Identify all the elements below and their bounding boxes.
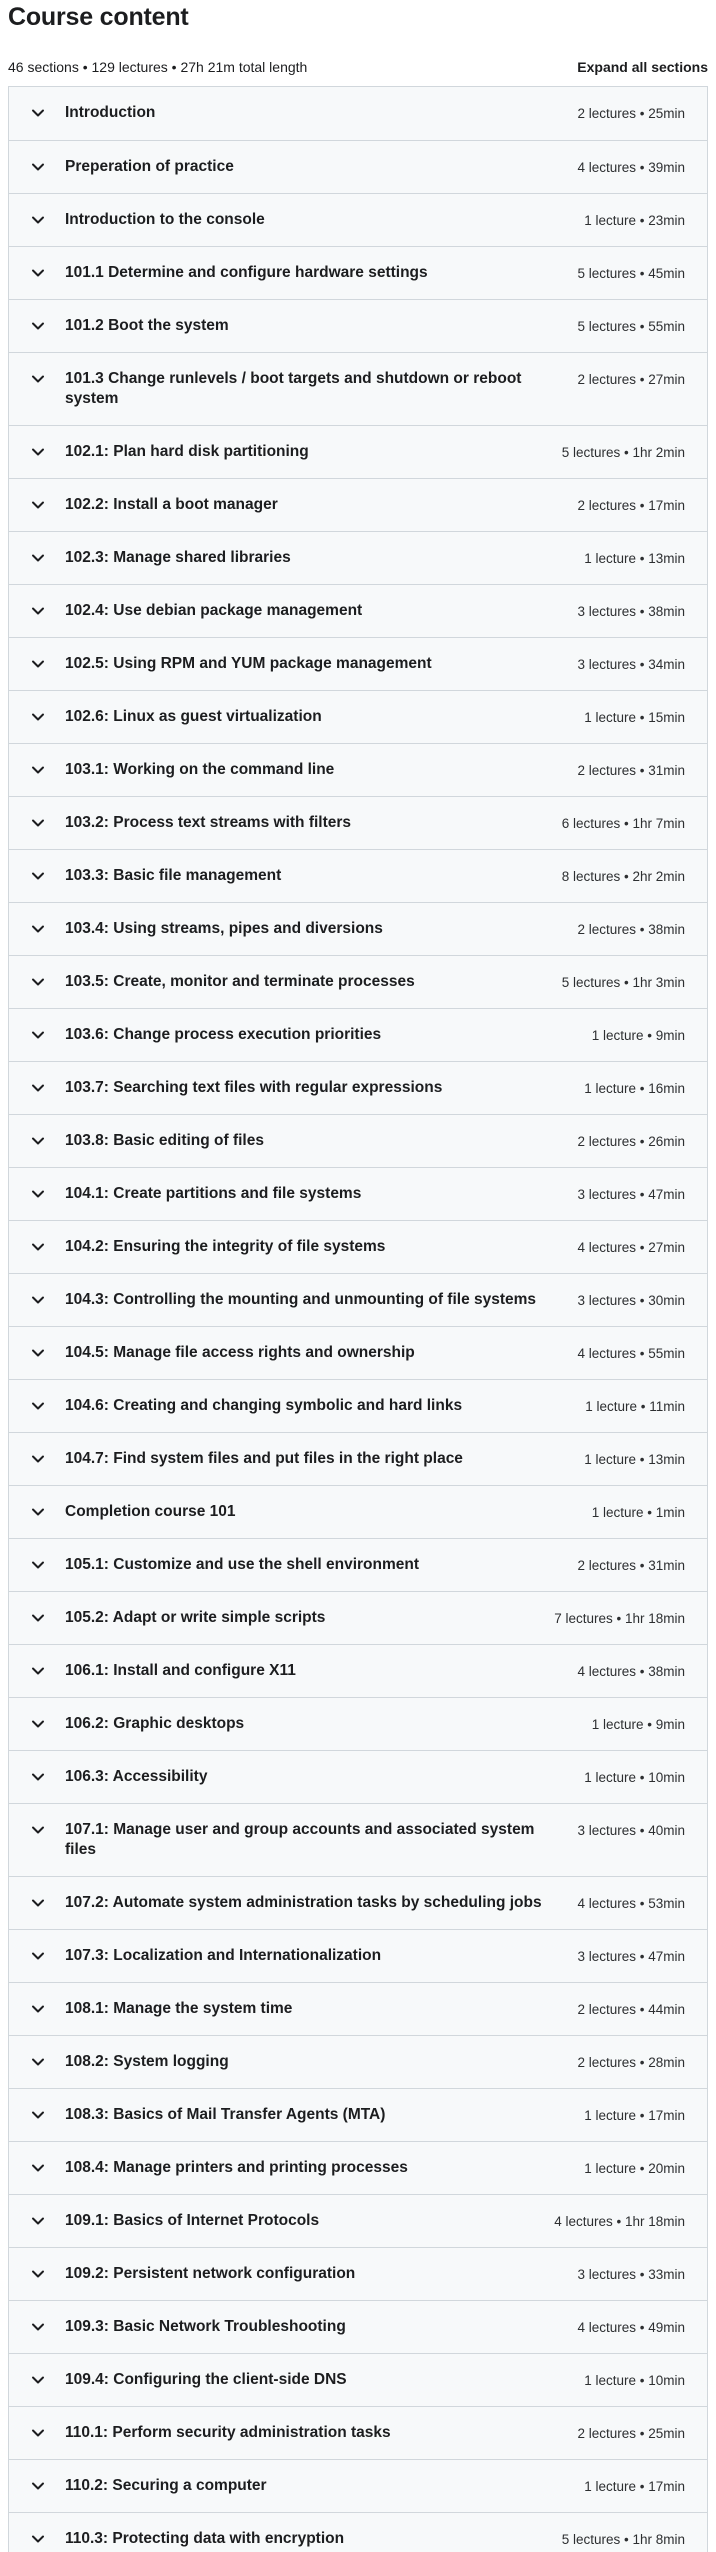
section-meta: 3 lectures • 33min [577, 2267, 685, 2282]
section-header[interactable] [9, 246, 707, 299]
chevron-down-icon [29, 1715, 47, 1733]
chevron-down-icon [29, 1450, 47, 1468]
section-title: Completion course 101 [65, 1503, 236, 1520]
chevron-down-icon [29, 158, 47, 176]
section-header[interactable] [9, 1876, 707, 1929]
section-header[interactable] [9, 2247, 707, 2300]
section-title: 103.5: Create, monitor and terminate processes [65, 973, 415, 990]
section-meta: 6 lectures • 1hr 7min [561, 816, 685, 831]
section-header[interactable] [9, 2088, 707, 2141]
section-header[interactable] [9, 1538, 707, 1591]
section-header[interactable] [9, 1982, 707, 2035]
section-header[interactable] [9, 87, 707, 140]
section-header[interactable] [9, 1220, 707, 1273]
chevron-down-icon [29, 317, 47, 335]
section-title: 104.2: Ensuring the integrity of file systems [65, 1238, 386, 1255]
section-meta: 2 lectures • 44min [577, 2002, 685, 2017]
chevron-down-icon [29, 1503, 47, 1521]
section-header[interactable] [9, 1326, 707, 1379]
section-header[interactable] [9, 637, 707, 690]
section-header[interactable] [9, 1114, 707, 1167]
section-header[interactable] [9, 955, 707, 1008]
section-list [8, 86, 708, 2552]
section-title: 104.1: Create partitions and file systems [65, 1185, 362, 1202]
section-header[interactable] [9, 1379, 707, 1432]
section-meta: 2 lectures • 38min [577, 922, 685, 937]
section-title: 103.7: Searching text files with regular expressions [65, 1079, 443, 1096]
chevron-down-icon [29, 2212, 47, 2230]
section-title: 102.1: Plan hard disk partitioning [65, 443, 309, 460]
chevron-down-icon [29, 2000, 47, 2018]
section-meta: 2 lectures • 28min [577, 2055, 685, 2070]
section-meta: 1 lecture • 23min [584, 213, 685, 228]
chevron-down-icon [29, 1947, 47, 1965]
section-header[interactable] [9, 584, 707, 637]
chevron-down-icon [29, 1821, 47, 1839]
section-header[interactable] [9, 2300, 707, 2353]
chevron-down-icon [29, 1185, 47, 1203]
section-meta: 2 lectures • 26min [577, 1134, 685, 1149]
chevron-down-icon [29, 2530, 47, 2548]
section-title: 109.3: Basic Network Troubleshooting [65, 2318, 346, 2335]
section-meta: 1 lecture • 20min [584, 2161, 685, 2176]
section-header[interactable] [9, 1697, 707, 1750]
section-header[interactable] [9, 531, 707, 584]
course-summary: 46 sections • 129 lectures • 27h 21m total length [8, 59, 308, 75]
chevron-down-icon [29, 549, 47, 567]
section-header[interactable] [9, 2035, 707, 2088]
section-title: 108.2: System logging [65, 2053, 229, 2070]
chevron-down-icon [29, 264, 47, 282]
section-header[interactable] [9, 1644, 707, 1697]
section-title: 101.3 Change runlevels / boot targets and shutdown or reboot system [65, 370, 522, 407]
chevron-down-icon [29, 1556, 47, 1574]
section-title: 102.4: Use debian package management [65, 602, 363, 619]
section-meta: 4 lectures • 49min [577, 2320, 685, 2335]
section-title: 103.3: Basic file management [65, 867, 282, 884]
section-title: 104.7: Find system files and put files in the right place [65, 1450, 463, 1467]
section-header[interactable] [9, 1750, 707, 1803]
chevron-down-icon [29, 1609, 47, 1627]
section-meta: 1 lecture • 13min [584, 551, 685, 566]
chevron-down-icon [29, 1397, 47, 1415]
chevron-down-icon [29, 708, 47, 726]
section-title: 106.2: Graphic desktops [65, 1715, 245, 1732]
section-header[interactable] [9, 1485, 707, 1538]
section-header[interactable] [9, 1929, 707, 1982]
section-header[interactable] [9, 1008, 707, 1061]
section-meta: 1 lecture • 9min [591, 1028, 685, 1043]
section-meta: 3 lectures • 47min [577, 1949, 685, 1964]
section-title: 110.1: Perform security administration tasks [65, 2424, 391, 2441]
section-title: 102.5: Using RPM and YUM package management [65, 655, 432, 672]
expand-all-button[interactable]: Expand all sections [577, 59, 708, 75]
section-meta: 5 lectures • 1hr 2min [561, 445, 685, 460]
chevron-down-icon [29, 2265, 47, 2283]
section-header[interactable] [9, 1061, 707, 1114]
section-title: 105.1: Customize and use the shell environment [65, 1556, 420, 1573]
section-meta: 1 lecture • 1min [591, 1505, 685, 1520]
chevron-down-icon [29, 2053, 47, 2071]
section-header[interactable] [9, 849, 707, 902]
section-meta: 4 lectures • 1hr 18min [554, 2214, 685, 2229]
chevron-down-icon [29, 370, 47, 388]
chevron-down-icon [29, 602, 47, 620]
section-meta: 2 lectures • 31min [577, 763, 685, 778]
section-header[interactable] [9, 1432, 707, 1485]
section-meta: 1 lecture • 10min [584, 1770, 685, 1785]
section-title: 106.3: Accessibility [65, 1768, 208, 1785]
section-meta: 2 lectures • 17min [577, 498, 685, 513]
section-header[interactable] [9, 425, 707, 478]
chevron-down-icon [29, 1344, 47, 1362]
section-meta: 3 lectures • 38min [577, 604, 685, 619]
section-meta: 3 lectures • 47min [577, 1187, 685, 1202]
section-meta: 4 lectures • 53min [577, 1896, 685, 1911]
chevron-down-icon [29, 2318, 47, 2336]
section-meta: 1 lecture • 10min [584, 2373, 685, 2388]
section-title: 103.1: Working on the command line [65, 761, 335, 778]
section-title: 105.2: Adapt or write simple scripts [65, 1609, 326, 1626]
chevron-down-icon [29, 1079, 47, 1097]
section-meta: 4 lectures • 39min [577, 160, 685, 175]
section-meta: 1 lecture • 9min [591, 1717, 685, 1732]
chevron-down-icon [29, 2371, 47, 2389]
section-header[interactable] [9, 690, 707, 743]
chevron-down-icon [29, 104, 47, 122]
section-title: 104.6: Creating and changing symbolic and hard links [65, 1397, 463, 1414]
chevron-down-icon [29, 2477, 47, 2495]
page-title: Course content [8, 3, 189, 31]
chevron-down-icon [29, 655, 47, 673]
section-header[interactable] [9, 1273, 707, 1326]
chevron-down-icon [29, 1894, 47, 1912]
section-meta: 3 lectures • 40min [577, 1823, 685, 1838]
section-title: 102.6: Linux as guest virtualization [65, 708, 322, 725]
section-title: 104.5: Manage file access rights and ownership [65, 1344, 415, 1361]
section-meta: 4 lectures • 55min [577, 1346, 685, 1361]
section-header[interactable] [9, 2194, 707, 2247]
section-meta: 2 lectures • 27min [577, 372, 685, 387]
section-header[interactable] [9, 2459, 707, 2512]
chevron-down-icon [29, 2106, 47, 2124]
section-title: 103.6: Change process execution priorities [65, 1026, 382, 1043]
chevron-down-icon [29, 2159, 47, 2177]
section-title: 108.3: Basics of Mail Transfer Agents (MTA) [65, 2106, 386, 2123]
chevron-down-icon [29, 1238, 47, 1256]
section-title: 104.3: Controlling the mounting and unmounting of file systems [65, 1291, 537, 1308]
section-meta: 3 lectures • 34min [577, 657, 685, 672]
section-header[interactable] [9, 1167, 707, 1220]
section-title: 107.1: Manage user and group accounts and associated system files [65, 1821, 535, 1858]
section-meta: 1 lecture • 13min [584, 1452, 685, 1467]
chevron-down-icon [29, 2424, 47, 2442]
chevron-down-icon [29, 867, 47, 885]
chevron-down-icon [29, 211, 47, 229]
chevron-down-icon [29, 1768, 47, 1786]
chevron-down-icon [29, 1132, 47, 1150]
chevron-down-icon [29, 761, 47, 779]
chevron-down-icon [29, 814, 47, 832]
section-meta: 7 lectures • 1hr 18min [554, 1611, 685, 1626]
section-meta: 8 lectures • 2hr 2min [561, 869, 685, 884]
section-title: 109.2: Persistent network configuration [65, 2265, 356, 2282]
chevron-down-icon [29, 1291, 47, 1309]
section-header[interactable] [9, 743, 707, 796]
section-header[interactable] [9, 140, 707, 193]
chevron-down-icon [29, 1662, 47, 1680]
section-header[interactable] [9, 352, 707, 425]
section-title: 108.1: Manage the system time [65, 2000, 293, 2017]
section-title: 106.1: Install and configure X11 [65, 1662, 296, 1679]
section-title: 109.4: Configuring the client-side DNS [65, 2371, 347, 2388]
section-meta: 1 lecture • 17min [584, 2479, 685, 2494]
section-title: 102.3: Manage shared libraries [65, 549, 291, 566]
section-header[interactable] [9, 299, 707, 352]
chevron-down-icon [29, 1026, 47, 1044]
section-meta: 5 lectures • 1hr 8min [561, 2532, 685, 2547]
section-title: 110.2: Securing a computer [65, 2477, 267, 2494]
section-title: 107.2: Automate system administration tasks by scheduling jobs [65, 1894, 542, 1911]
section-title: 101.2 Boot the system [65, 317, 229, 334]
section-meta: 1 lecture • 17min [584, 2108, 685, 2123]
section-header[interactable] [9, 902, 707, 955]
chevron-down-icon [29, 443, 47, 461]
section-meta: 4 lectures • 27min [577, 1240, 685, 1255]
section-header[interactable] [9, 478, 707, 531]
section-meta: 1 lecture • 15min [584, 710, 685, 725]
section-header[interactable] [9, 796, 707, 849]
section-meta: 5 lectures • 45min [577, 266, 685, 281]
section-title: 102.2: Install a boot manager [65, 496, 278, 513]
section-meta: 5 lectures • 1hr 3min [561, 975, 685, 990]
section-meta: 2 lectures • 31min [577, 1558, 685, 1573]
section-title: 103.8: Basic editing of files [65, 1132, 264, 1149]
section-meta: 3 lectures • 30min [577, 1293, 685, 1308]
section-header[interactable] [9, 2353, 707, 2406]
section-title: 109.1: Basics of Internet Protocols [65, 2212, 320, 2229]
section-meta: 1 lecture • 11min [585, 1399, 685, 1414]
section-meta: 1 lecture • 16min [584, 1081, 685, 1096]
chevron-down-icon [29, 920, 47, 938]
chevron-down-icon [29, 973, 47, 991]
section-header[interactable] [9, 2141, 707, 2194]
section-title: Introduction [65, 104, 156, 121]
section-meta: 2 lectures • 25min [577, 106, 685, 121]
section-header[interactable] [9, 1591, 707, 1644]
section-title: 107.3: Localization and Internationalization [65, 1947, 382, 1964]
chevron-down-icon [29, 496, 47, 514]
section-header[interactable] [9, 2406, 707, 2459]
section-header[interactable] [9, 193, 707, 246]
section-title: 103.2: Process text streams with filters [65, 814, 352, 831]
section-meta: 4 lectures • 38min [577, 1664, 685, 1679]
section-title: Introduction to the console [65, 211, 265, 228]
section-title: Preperation of practice [65, 158, 234, 175]
section-title: 101.1 Determine and configure hardware settings [65, 264, 428, 281]
section-title: 108.4: Manage printers and printing processes [65, 2159, 408, 2176]
section-header[interactable] [9, 2512, 707, 2552]
section-header[interactable] [9, 1803, 707, 1876]
section-meta: 2 lectures • 25min [577, 2426, 685, 2441]
section-title: 110.3: Protecting data with encryption [65, 2530, 345, 2547]
section-title: 103.4: Using streams, pipes and diversions [65, 920, 383, 937]
section-meta: 5 lectures • 55min [577, 319, 685, 334]
summary-row [8, 49, 708, 85]
